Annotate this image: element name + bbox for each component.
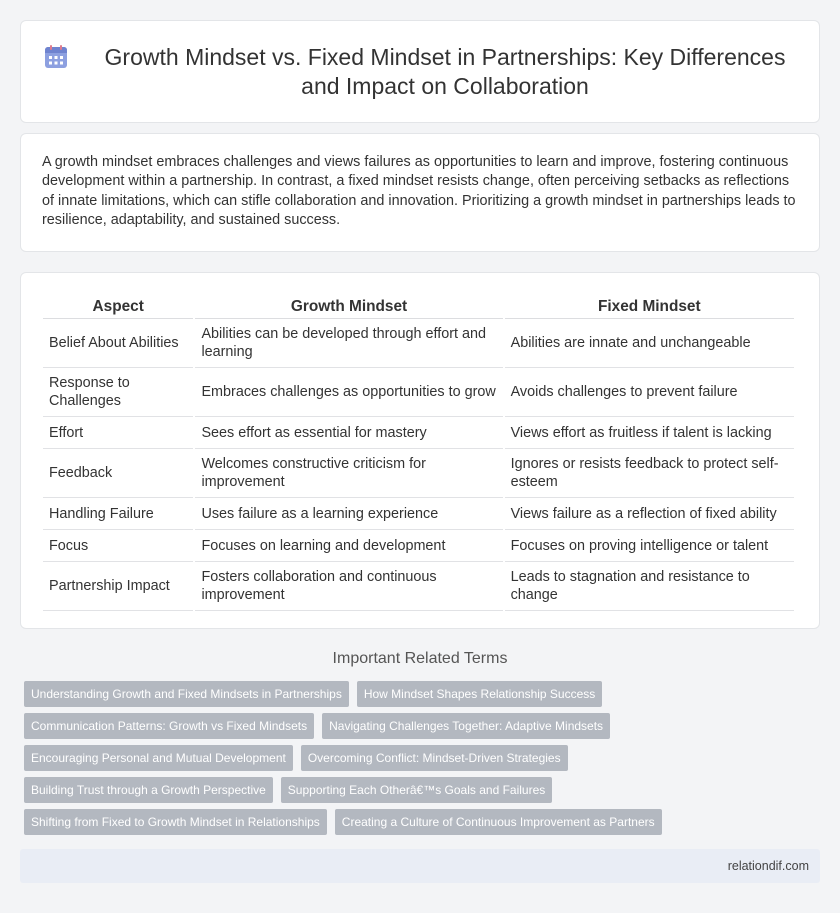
header-card [20,20,820,123]
intro-card [20,133,820,252]
cell-aspect: Belief About Abilities [43,319,193,368]
tag-row [24,777,704,803]
cell-aspect: Effort [43,417,193,449]
related-term-link[interactable]: Shifting from Fixed to Growth Mindset in Relationships [24,809,327,835]
table-row [43,562,794,611]
table-row [43,530,794,562]
table-row [43,449,794,498]
cell-growth: Embraces challenges as opportunities to grow [195,368,502,417]
cell-growth: Sees effort as essential for mastery [195,417,502,449]
cell-growth: Fosters collaboration and continuous improvement [195,562,502,611]
cell-fixed: Ignores or resists feedback to protect self-esteem [505,449,794,498]
tag-row [24,713,704,739]
page-title: Growth Mindset vs. Fixed Mindset in Partnerships: Key Differences and Impact on Collaboration [104,43,786,99]
cell-growth: Focuses on learning and development [195,530,502,562]
table-row [43,319,794,368]
cell-fixed: Leads to stagnation and resistance to change [505,562,794,611]
footer-site-link[interactable]: relationdif.com [727,859,809,873]
table-row [43,498,794,530]
cell-growth: Abilities can be developed through effort and learning [195,319,502,368]
title-row [21,21,819,122]
related-term-link[interactable]: Building Trust through a Growth Perspective [24,777,273,803]
related-term-link[interactable]: Encouraging Personal and Mutual Development [24,745,293,771]
cell-fixed: Avoids challenges to prevent failure [505,368,794,417]
header-fixed-mindset: Fixed Mindset [505,295,794,319]
table-row [43,417,794,449]
cell-aspect: Feedback [43,449,193,498]
tag-row [24,681,704,707]
cell-growth: Welcomes constructive criticism for improvement [195,449,502,498]
related-term-link[interactable]: Supporting Each Otherâ€™s Goals and Failures [281,777,552,803]
table-row [43,368,794,417]
tag-row [24,745,704,771]
related-term-link[interactable]: How Mindset Shapes Relationship Success [357,681,602,707]
table-header-row [43,295,794,319]
cell-aspect: Partnership Impact [43,562,193,611]
footer-bar [20,849,820,883]
intro-paragraph: A growth mindset embraces challenges and views failures as opportunities to learn and improve, fostering continuous development within a partnership. In contrast, a fixed mindset resists change, often perceiving setbacks as reflections of innate limitations, which can stifle collaboration and innovation. Prioritizing a growth mindset in partnerships leads to resilience, adaptability, and sustained success. [42,154,796,229]
header-growth-mindset: Growth Mindset [195,295,502,319]
related-terms-heading: Important Related Terms [332,650,508,667]
related-term-link[interactable]: Creating a Culture of Continuous Improvement as Partners [335,809,662,835]
cell-aspect: Handling Failure [43,498,193,530]
cell-aspect: Response to Challenges [43,368,193,417]
related-terms-list [24,681,704,841]
related-term-link[interactable]: Navigating Challenges Together: Adaptive Mindsets [322,713,610,739]
calendar-grid-icon [43,44,69,70]
cell-fixed: Focuses on proving intelligence or talent [505,530,794,562]
cell-aspect: Focus [43,530,193,562]
cell-fixed: Abilities are innate and unchangeable [505,319,794,368]
cell-fixed: Views effort as fruitless if talent is lacking [505,417,794,449]
comparison-table-card [20,272,820,629]
header-aspect: Aspect [43,295,193,319]
related-term-link[interactable]: Communication Patterns: Growth vs Fixed Mindsets [24,713,314,739]
tag-row [24,809,704,835]
comparison-table [41,295,796,611]
cell-growth: Uses failure as a learning experience [195,498,502,530]
related-term-link[interactable]: Understanding Growth and Fixed Mindsets in Partnerships [24,681,349,707]
related-term-link[interactable]: Overcoming Conflict: Mindset-Driven Strategies [301,745,568,771]
cell-fixed: Views failure as a reflection of fixed ability [505,498,794,530]
